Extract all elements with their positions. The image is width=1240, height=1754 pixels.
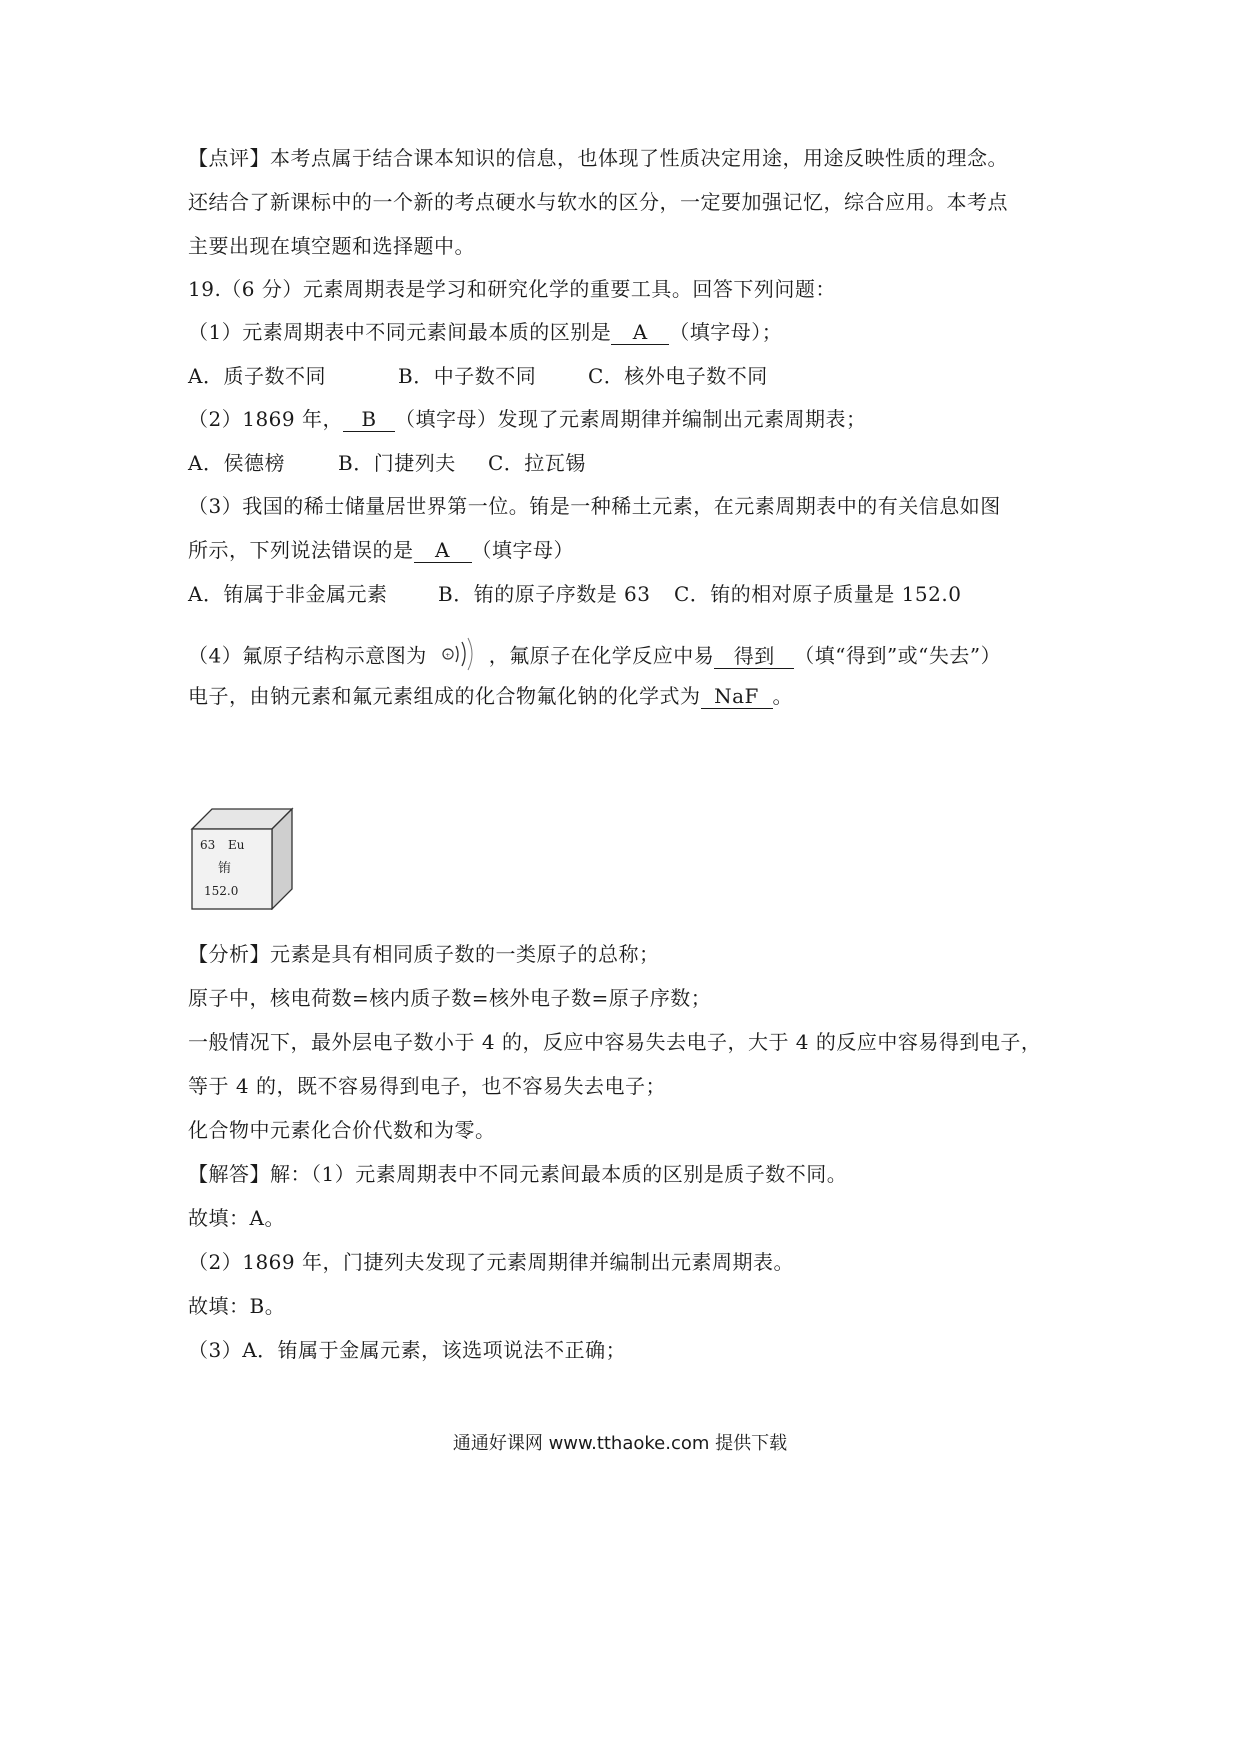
q1-answer: A [611, 320, 669, 345]
review-line-3: 主要出现在填空题和选择题中。 [188, 234, 475, 258]
question-3-line-1: （3）我国的稀士储量居世界第一位。铕是一种稀土元素，在元素周期表中的有关信息如图 [188, 494, 1001, 518]
q4-prompt-2: 电子，由钠元素和氟元素组成的化合物氟化钠的化学式为 [188, 684, 701, 708]
q3-answer: A [414, 538, 472, 563]
solution-line-4: 故填：B。 [188, 1294, 286, 1318]
q3-suffix: （填字母） [471, 538, 574, 562]
review-line-2: 还结合了新课标中的一个新的考点硬水与软水的区分，一定要加强记忆，综合应用。本考点 [188, 190, 1008, 214]
element-number: 63 [200, 838, 216, 852]
q3-option-c: C．铕的相对原子质量是 152.0 [674, 582, 962, 606]
q1-option-c: C．核外电子数不同 [588, 364, 768, 388]
q2-option-c: C．拉瓦锡 [488, 451, 586, 475]
q1-options [188, 362, 768, 390]
analysis-line-3: 一般情况下，最外层电子数小于 4 的，反应中容易失去电子，大于 4 的反应中容易得到电子， [188, 1030, 1042, 1054]
q2-prompt: （2）1869 年， [188, 407, 343, 431]
q3-option-b: B．铕的原子序数是 63 [438, 582, 651, 606]
question-4-line-2 [188, 682, 793, 710]
question-1 [188, 318, 782, 346]
q1-option-a: A．质子数不同 [188, 364, 326, 388]
analysis-line-1: 【分析】元素是具有相同质子数的一类原子的总称； [188, 942, 660, 966]
q4-prompt: （4）氟原子结构示意图为 [188, 643, 427, 668]
solution-line-3: （2）1869 年，门捷列夫发现了元素周期律并编制出元素周期表。 [188, 1250, 794, 1274]
q2-suffix: （填字母）发现了元素周期律并编制出元素周期表； [394, 407, 867, 431]
question-4-line-1 [188, 632, 1001, 682]
analysis-line-4: 等于 4 的，既不容易得到电子，也不容易失去电子； [188, 1074, 666, 1098]
page-footer: 通通好课网 www.tthaoke.com 提供下载 [452, 1433, 788, 1454]
q2-answer: B [343, 407, 395, 432]
question-title: 19.（6 分）元素周期表是学习和研究化学的重要工具。回答下列问题： [188, 277, 836, 301]
solution-line-2: 故填：A。 [188, 1206, 285, 1230]
svg-text:+: + [444, 652, 451, 659]
question-3-line-2 [188, 536, 574, 564]
q2-options [188, 449, 586, 477]
q3-option-a: A．铕属于非金属元素 [188, 582, 388, 606]
q4-suffix-2: 。 [772, 684, 793, 708]
q4-answer-1: 得到 [714, 644, 794, 669]
q1-option-b: B．中子数不同 [398, 364, 537, 388]
analysis-line-2: 原子中，核电荷数=核内质子数=核外电子数=原子序数； [188, 986, 712, 1010]
element-symbol: Eu [228, 838, 245, 852]
review-line-1: 【点评】本考点属于结合课本知识的信息，也体现了性质决定用途，用途反映性质的理念。 [188, 146, 1008, 170]
q3-prompt: 所示，下列说法错误的是 [188, 538, 414, 562]
question-2 [188, 405, 866, 433]
q4-answer-2: NaF [701, 684, 773, 709]
element-mass: 152.0 [204, 884, 239, 898]
analysis-line-5: 化合物中元素化合价代数和为零。 [188, 1118, 496, 1142]
element-name: 铕 [218, 861, 232, 876]
q2-option-a: A．侯德榜 [188, 451, 285, 475]
q4-mid-text: ，氟原子在化学反应中易 [488, 643, 715, 668]
element-card-europium [188, 805, 298, 910]
solution-line-5: （3）A．铕属于金属元素，该选项说法不正确； [188, 1338, 627, 1362]
q2-option-b: B．门捷列夫 [338, 451, 456, 475]
q4-suffix-1: （填“得到”或“失去”） [794, 643, 1002, 668]
q1-suffix: （填字母）； [669, 320, 783, 344]
q3-options [188, 580, 961, 608]
solution-line-1: 【解答】解：（1）元素周期表中不同元素间最本质的区别是质子数不同。 [188, 1162, 848, 1186]
fluorine-atom-diagram-icon [437, 632, 479, 682]
q1-prompt: （1）元素周期表中不同元素间最本质的区别是 [188, 320, 612, 344]
